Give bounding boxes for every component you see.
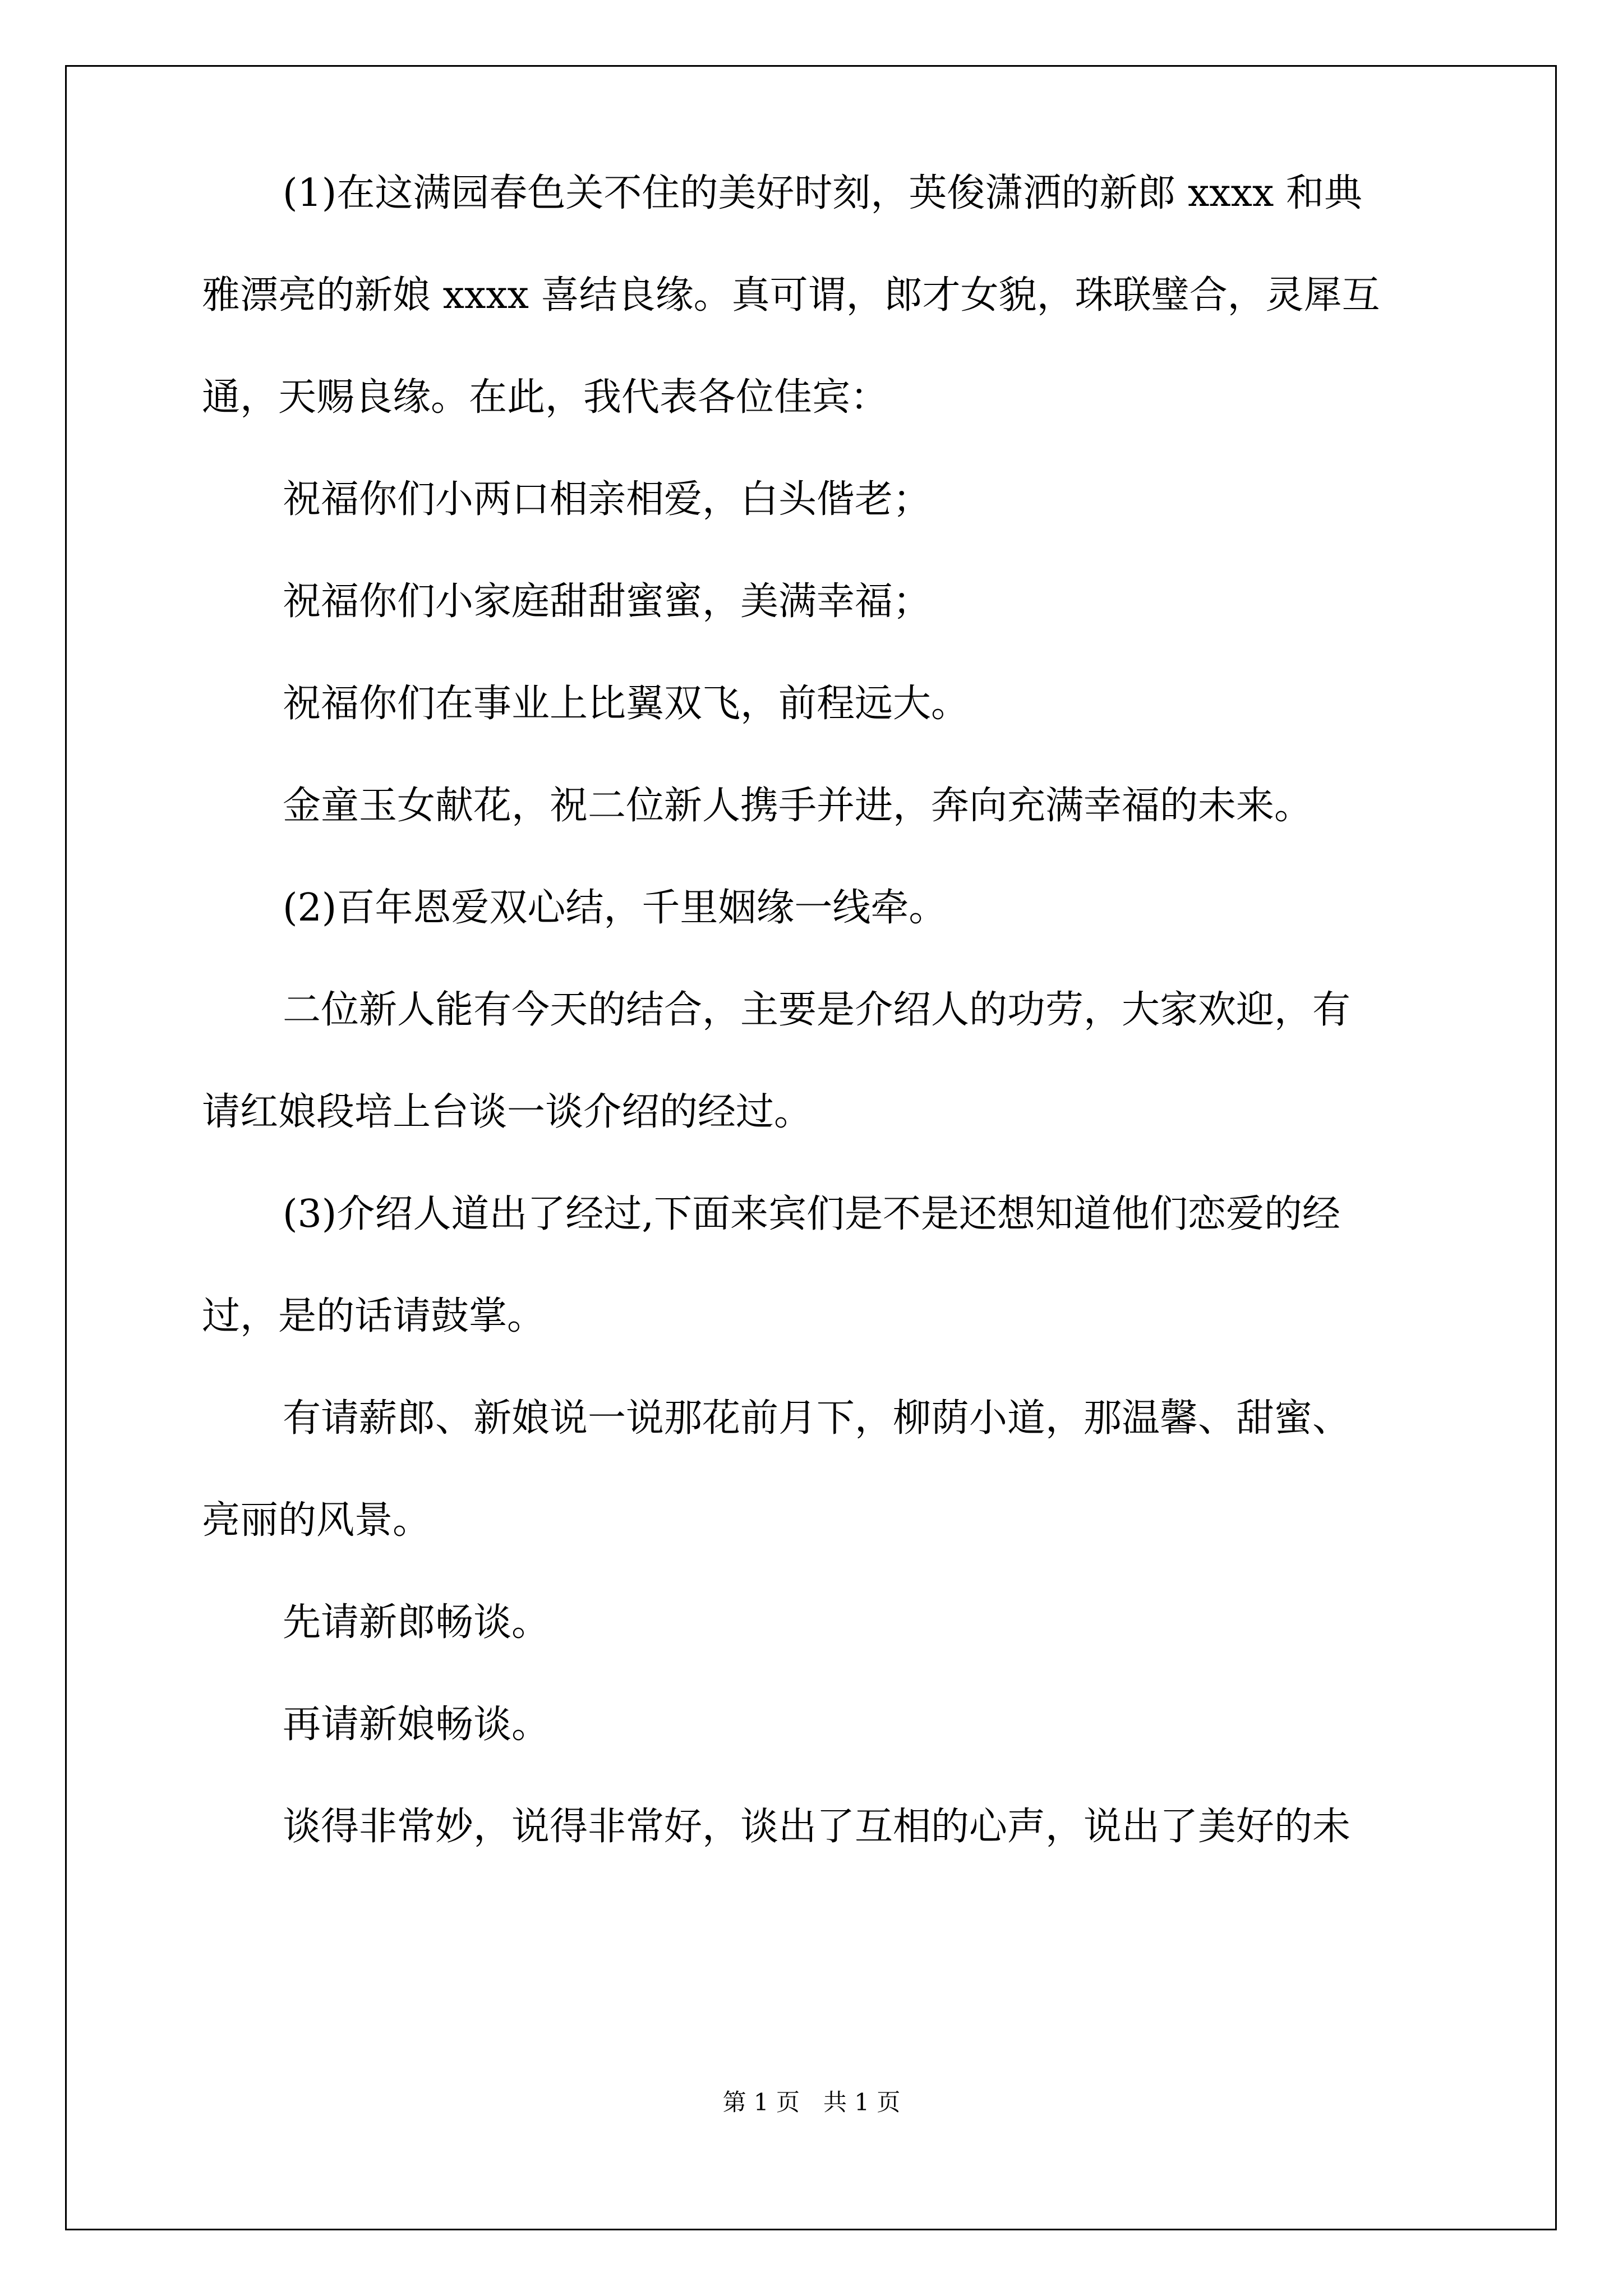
- text-line: 亮丽的风景。: [202, 1498, 431, 1543]
- text-line: 过，是的话请鼓掌。: [202, 1294, 546, 1338]
- text-line: 金童玉女献花，祝二位新人携手并进，奔向充满幸福的未来。: [283, 784, 1313, 828]
- text-line: (3)介绍人道出了经过,下面来宾们是不是还想知道他们恋爱的经: [283, 1192, 1340, 1236]
- text-line: 祝福你们小家庭甜甜蜜蜜，美满幸福；: [283, 579, 932, 624]
- text-line: 请红娘段培上台谈一谈介绍的经过。: [202, 1090, 813, 1134]
- text-line: 再请新娘畅谈。: [283, 1703, 550, 1747]
- text-line: (1)在这满园春色关不住的美好时刻，英俊潇洒的新郎 xxxx 和典: [283, 171, 1362, 215]
- text-line: 二位新人能有今天的结合，主要是介绍人的功劳，大家欢迎，有: [283, 988, 1351, 1032]
- text-line: 先请新郎畅谈。: [283, 1600, 550, 1645]
- text-line: 有请薪郎、新娘说一说那花前月下，柳荫小道，那温馨、甜蜜、: [283, 1396, 1351, 1441]
- text-line: 通，天赐良缘。在此，我代表各位佳宾：: [202, 375, 889, 420]
- text-line: 谈得非常妙，说得非常好，谈出了互相的心声，说出了美好的未: [283, 1805, 1351, 1849]
- page-number-footer: 第 1 页 共 1 页: [722, 2088, 901, 2116]
- text-line: 祝福你们小两口相亲相爱，白头偕老；: [283, 477, 932, 522]
- text-line: 祝福你们在事业上比翼双飞，前程远大。: [283, 682, 970, 726]
- text-line: (2)百年恩爱双心结，千里姻缘一线牵。: [283, 886, 947, 930]
- text-line: 雅漂亮的新娘 xxxx 喜结良缘。真可谓，郎才女貌，珠联璧合，灵犀互: [202, 273, 1380, 318]
